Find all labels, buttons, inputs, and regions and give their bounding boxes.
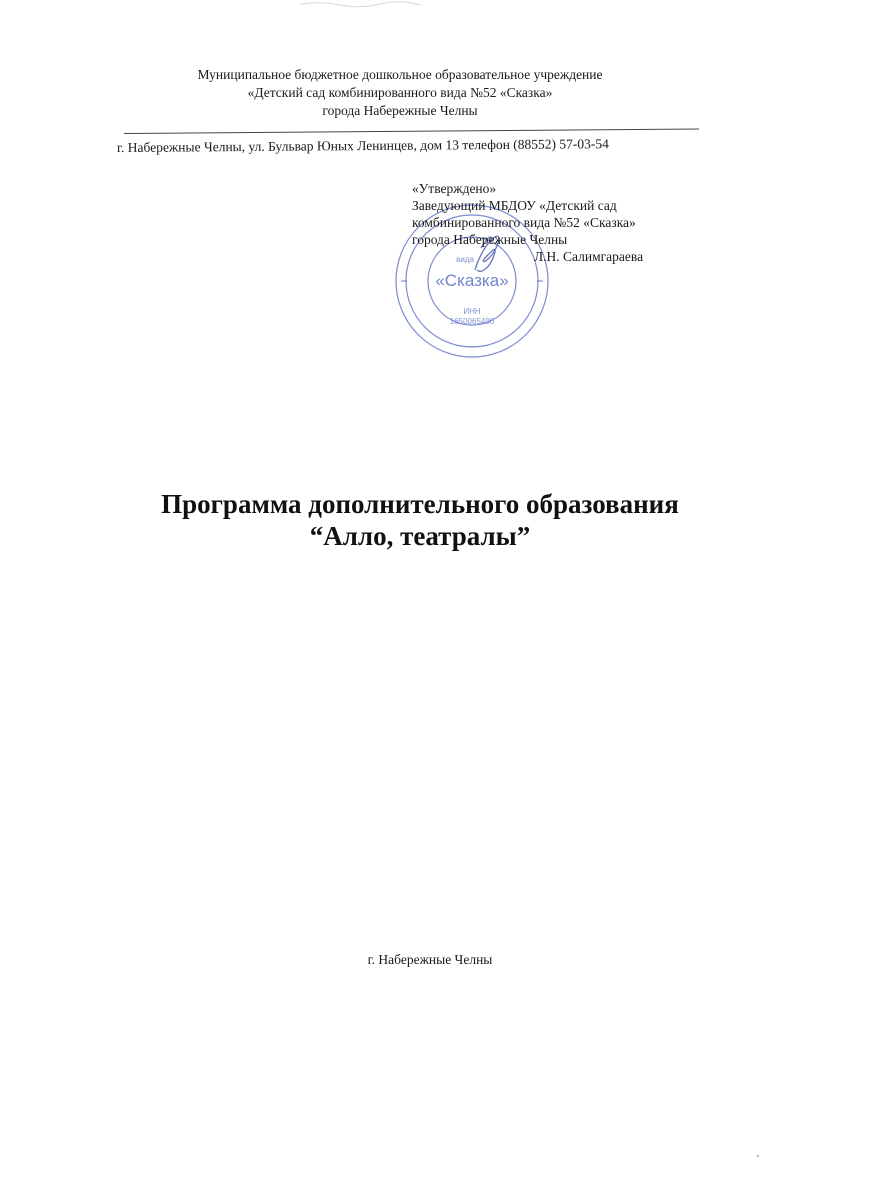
footer-city: г. Набережные Челны [367, 952, 493, 967]
signer-name: Л.Н. Салимгараева [534, 249, 644, 264]
scan-speck [757, 1155, 759, 1157]
approver-position-line-1: Заведующий МБДОУ «Детский сад [412, 198, 617, 213]
organization-header [100, 66, 700, 120]
top-edge-scribble [280, 0, 430, 10]
org-name-line-1: Муниципальное бюджетное дошкольное образовательное учреждение [197, 67, 603, 82]
stamp-center-text: «Сказка» [435, 271, 509, 290]
title-line-1: Программа дополнительного образования [161, 489, 679, 519]
org-name-line-3: города Набережные Челны [322, 103, 478, 118]
document-title [60, 488, 780, 552]
signature-line [412, 248, 712, 265]
header-divider [124, 128, 699, 134]
org-name-line-2: «Детский сад комбинированного вида №52 «Сказка» [247, 85, 553, 100]
approval-block [412, 180, 712, 265]
stamp-top-text: вида [456, 255, 474, 264]
approver-position-line-2: комбинированного вида №52 «Сказка» [412, 215, 636, 230]
stamp-inn-label: ИНН [463, 307, 481, 316]
approver-position-line-3: города Набережные Челны [412, 232, 568, 247]
org-address: г. Набережные Челны, ул. Бульвар Юных Ленинцев, дом 13 телефон (88552) 57-03-54 [116, 136, 609, 155]
stamp-inn-value: 1650065490 [449, 317, 495, 326]
title-line-2: “Алло, театралы” [309, 521, 531, 551]
approved-label: «Утверждено» [412, 181, 497, 196]
